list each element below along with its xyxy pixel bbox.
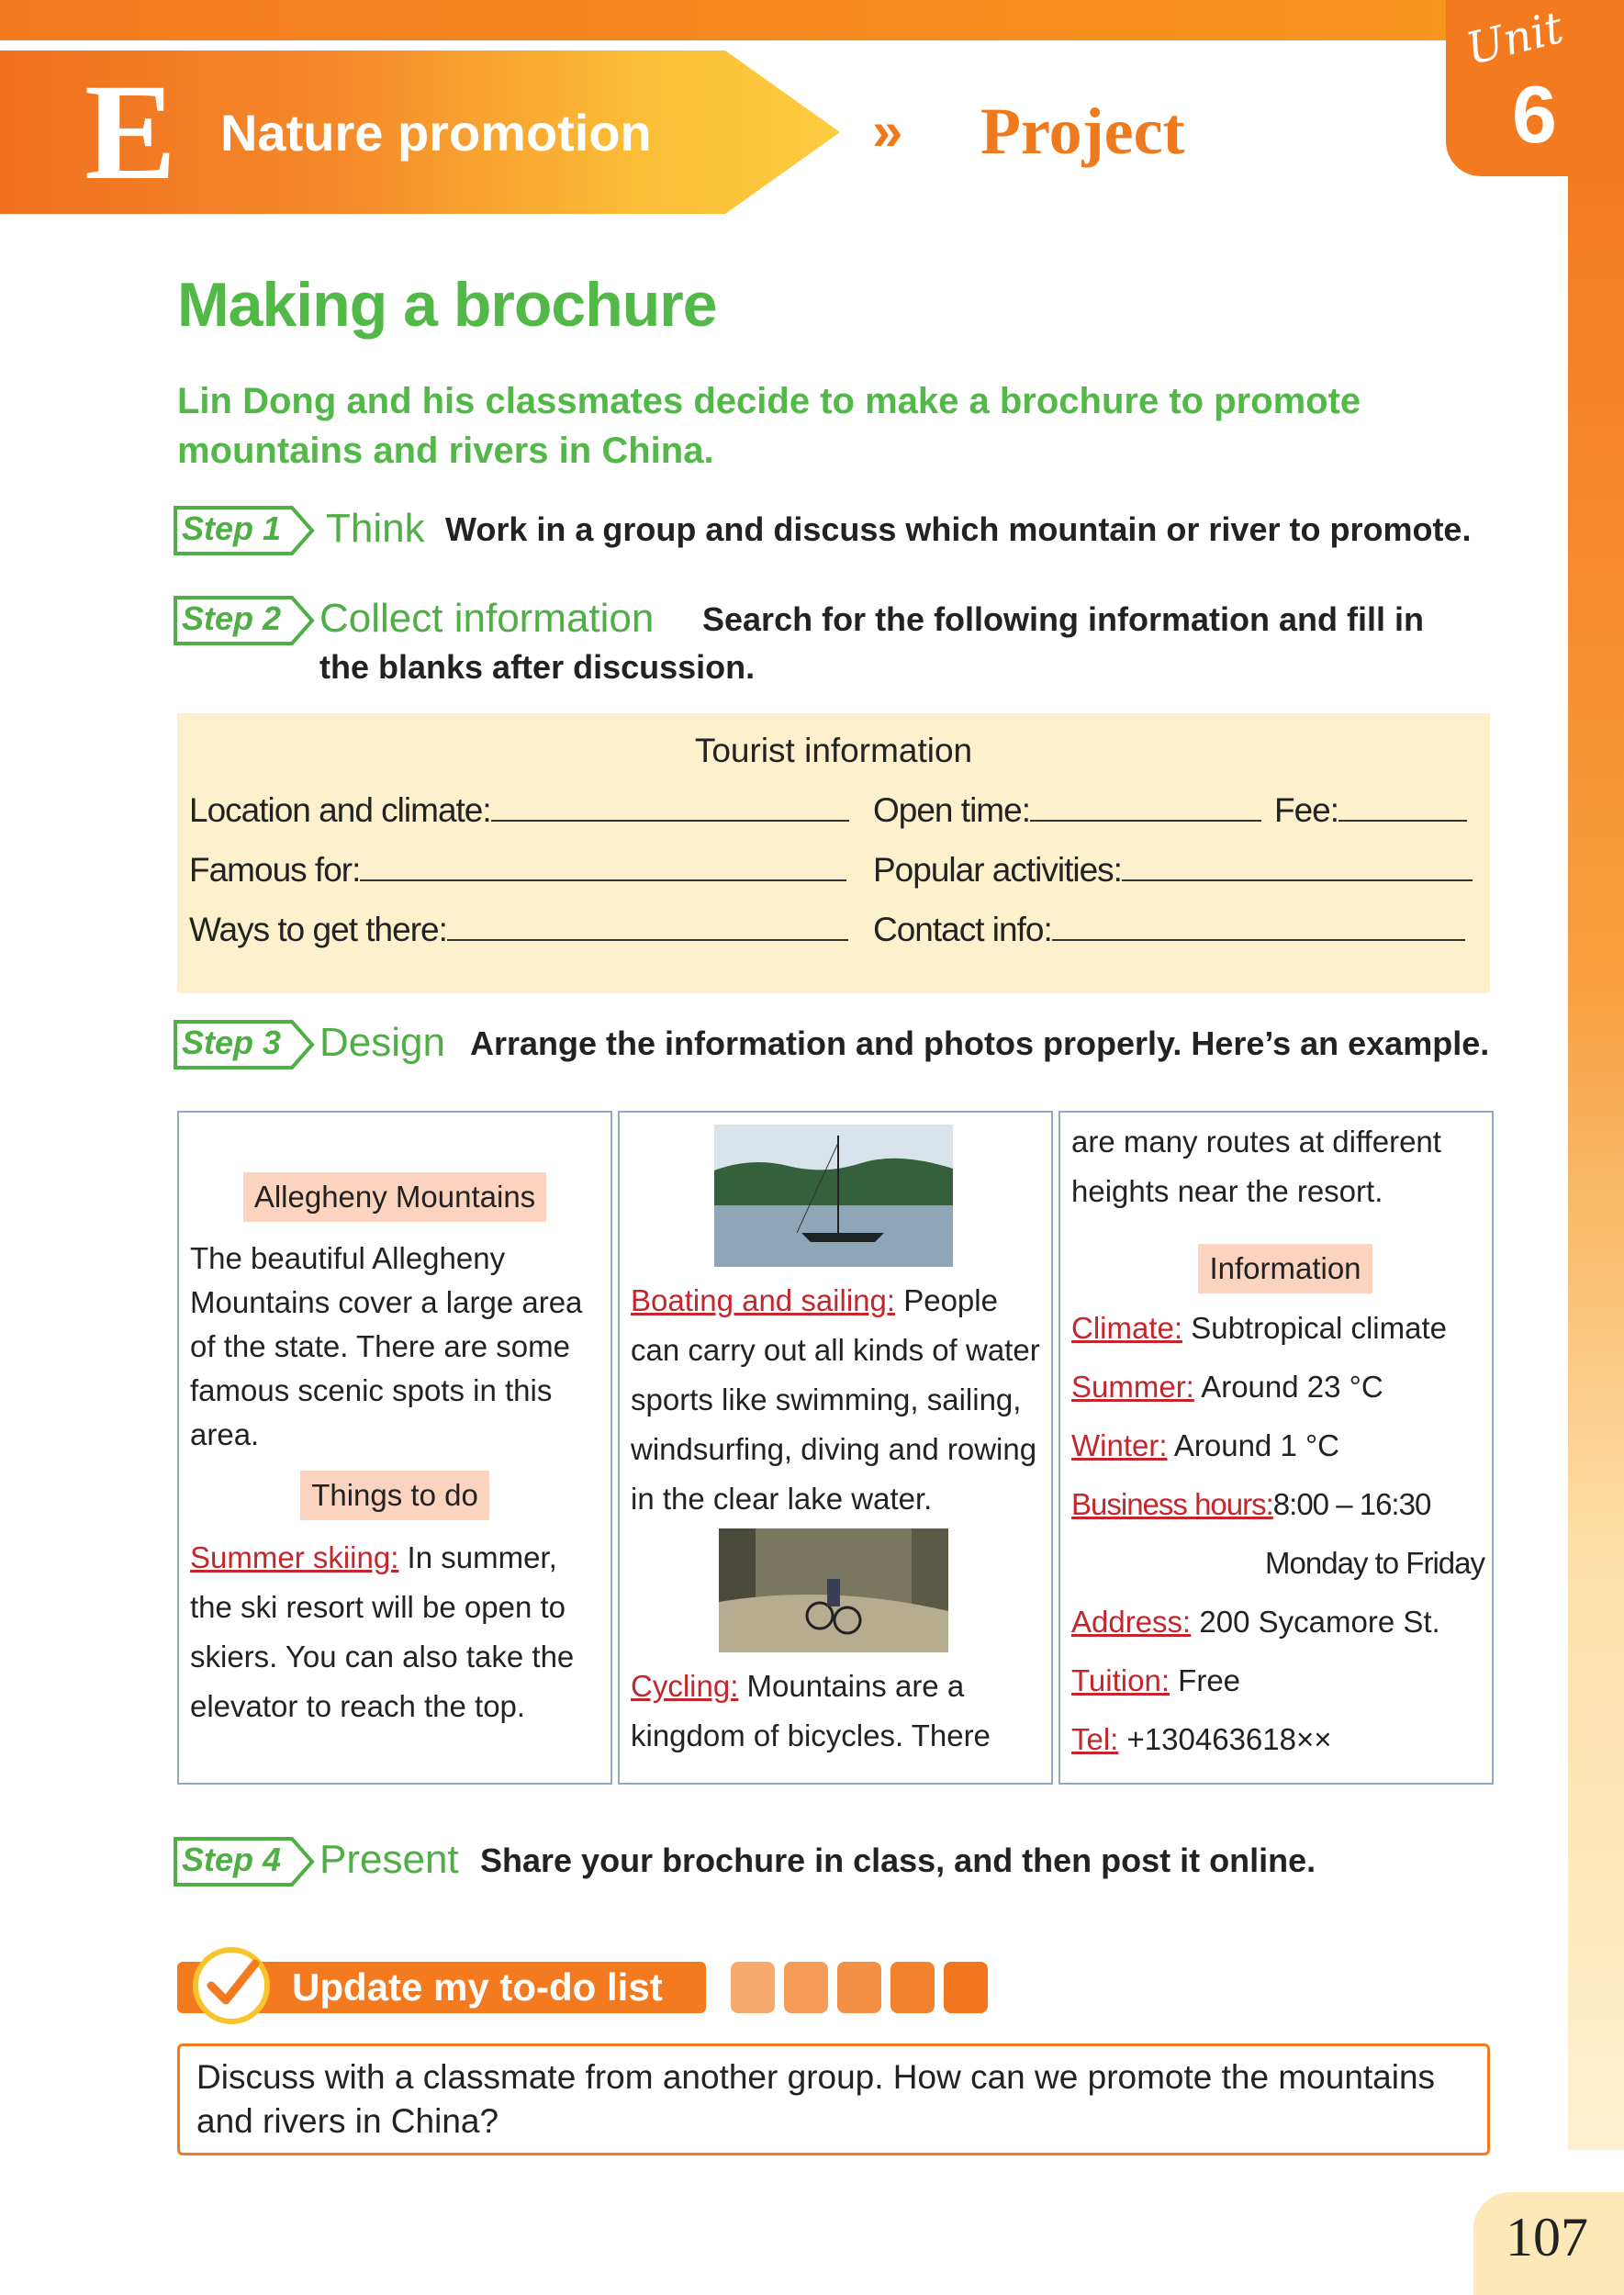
step-3-desc: Arrange the information and photos properly. Here’s an example. xyxy=(470,1024,1490,1062)
sailboat-photo xyxy=(714,1125,953,1267)
page-number: 107 xyxy=(1506,2207,1588,2267)
progress-square-2 xyxy=(784,1962,828,2013)
climate-line xyxy=(1071,1299,1484,1358)
open-time-label: Open time: xyxy=(873,791,1030,829)
double-arrow-icon: » xyxy=(872,100,892,162)
tel-line xyxy=(1071,1710,1484,1769)
page-title: Making a brochure xyxy=(177,270,717,340)
famous-blank[interactable] xyxy=(360,848,846,881)
section-title: Nature promotion xyxy=(220,104,652,162)
step-2-badge xyxy=(173,595,315,644)
step-4-label: Step 4 xyxy=(182,1841,282,1878)
boating-text: People can carry out all kinds of water sports like swimming, sailing, windsurfing, diving and rowing in the clear lake water. xyxy=(631,1283,1040,1516)
activities-blank[interactable] xyxy=(1122,848,1473,881)
contact-row xyxy=(873,908,1465,951)
step-4-badge xyxy=(173,1836,315,1886)
step-1-name: Think xyxy=(326,506,425,551)
things-to-do-heading: Things to do xyxy=(300,1471,489,1520)
step-4-name: Present xyxy=(319,1837,459,1882)
cycling-text: Mountains are a kingdom of bicycles. There xyxy=(631,1669,991,1752)
activities-row xyxy=(873,848,1473,891)
summer-line xyxy=(1071,1358,1484,1416)
climate-value: Subtropical climate xyxy=(1182,1311,1447,1345)
open-time-blank[interactable] xyxy=(1030,789,1261,822)
information-heading: Information xyxy=(1198,1244,1372,1293)
open-time-row xyxy=(873,789,1261,832)
step-1-desc: Work in a group and discuss which mountain or river to promote. xyxy=(445,510,1472,548)
hours-value: 8:00 – 16:30 xyxy=(1272,1487,1431,1521)
progress-square-3 xyxy=(837,1962,881,2013)
unit-word: Unit xyxy=(1461,2,1569,75)
info-list xyxy=(1071,1299,1484,1769)
cycling-paragraph xyxy=(631,1662,1044,1761)
brochure-column-3 xyxy=(1058,1111,1494,1785)
address-label: Address: xyxy=(1071,1605,1192,1639)
skiing-label: Summer skiing: xyxy=(190,1540,399,1574)
fee-blank[interactable] xyxy=(1338,789,1467,822)
famous-row xyxy=(189,848,846,891)
ways-label: Ways to get there: xyxy=(189,911,447,948)
winter-label: Winter: xyxy=(1071,1428,1168,1462)
step-2-desc: Search for the following information and fill in xyxy=(702,600,1425,638)
progress-square-1 xyxy=(731,1962,775,2013)
brochure-column-1 xyxy=(177,1111,612,1785)
todo-box xyxy=(177,2043,1490,2155)
boating-paragraph xyxy=(631,1276,1044,1524)
step-4-desc: Share your brochure in class, and then post it online. xyxy=(480,1842,1316,1879)
progress-square-4 xyxy=(890,1962,935,2013)
cycling-label: Cycling: xyxy=(631,1669,739,1703)
step-3-label: Step 3 xyxy=(182,1024,282,1061)
tourist-info-title: Tourist information xyxy=(694,732,973,769)
activities-label: Popular activities: xyxy=(873,851,1122,889)
unit-number: 6 xyxy=(1512,69,1557,160)
mountains-heading: Allegheny Mountains xyxy=(243,1172,546,1222)
step-1-label: Step 1 xyxy=(182,509,282,547)
intro-text: Lin Dong and his classmates decide to make a brochure to promote mountains and rivers in China. xyxy=(177,381,1361,471)
ways-row xyxy=(189,908,848,951)
tuition-value: Free xyxy=(1170,1663,1241,1697)
step-2-name: Collect information xyxy=(319,596,655,641)
location-blank[interactable] xyxy=(491,789,849,822)
winter-line xyxy=(1071,1416,1484,1475)
cycling-photo xyxy=(719,1528,948,1652)
address-value: 200 Sycamore St. xyxy=(1191,1605,1440,1639)
section-letter: E xyxy=(84,56,177,208)
famous-label: Famous for: xyxy=(189,851,361,889)
location-row xyxy=(189,789,849,832)
step-3-name: Design xyxy=(319,1020,445,1065)
todo-label: Update my to-do list xyxy=(292,1965,663,2009)
hours-line xyxy=(1071,1475,1484,1534)
routes-text: are many routes at different heights near the resort. xyxy=(1071,1125,1441,1208)
tourist-info-box xyxy=(177,713,1490,993)
days-line: Monday to Friday xyxy=(1265,1546,1484,1580)
winter-value: Around 1 °C xyxy=(1167,1428,1339,1462)
location-label: Location and climate: xyxy=(189,791,491,829)
side-decoration xyxy=(1568,176,1624,2150)
project-label: Project xyxy=(980,95,1185,168)
progress-square-5 xyxy=(944,1962,988,2013)
tuition-label: Tuition: xyxy=(1071,1663,1170,1697)
step-2-desc-cont: the blanks after discussion. xyxy=(319,648,756,686)
skiing-paragraph xyxy=(190,1533,603,1731)
step-1-badge xyxy=(173,505,315,554)
mountains-description: The beautiful Allegheny Mountains cover a large area of the state. There are some famous scenic spots in this area. xyxy=(190,1241,583,1451)
tel-value: +130463618×× xyxy=(1118,1722,1332,1756)
unit-tab xyxy=(1446,0,1624,176)
todo-text: Discuss with a classmate from another group. How can we promote the mountains and rivers in China? xyxy=(196,2058,1436,2140)
tuition-line xyxy=(1071,1651,1484,1710)
skiing-text: In summer, the ski resort will be open to skiers. You can also take the elevator to reach the top. xyxy=(190,1540,575,1723)
address-line xyxy=(1071,1593,1484,1651)
climate-label: Climate: xyxy=(1071,1311,1183,1345)
summer-value: Around 23 °C xyxy=(1193,1370,1383,1404)
step-3-badge xyxy=(173,1019,315,1069)
tel-label: Tel: xyxy=(1071,1722,1119,1756)
fee-row xyxy=(1274,789,1467,832)
contact-label: Contact info: xyxy=(873,911,1052,948)
contact-blank[interactable] xyxy=(1052,908,1465,941)
header-strip xyxy=(0,0,1460,40)
fee-label: Fee: xyxy=(1274,791,1339,829)
summer-label: Summer: xyxy=(1071,1370,1194,1404)
checkmark-icon xyxy=(193,1947,270,2024)
step-2-label: Step 2 xyxy=(182,599,282,637)
ways-blank[interactable] xyxy=(447,908,848,941)
boating-label: Boating and sailing: xyxy=(631,1283,896,1317)
hours-label: Business hours: xyxy=(1071,1487,1273,1521)
